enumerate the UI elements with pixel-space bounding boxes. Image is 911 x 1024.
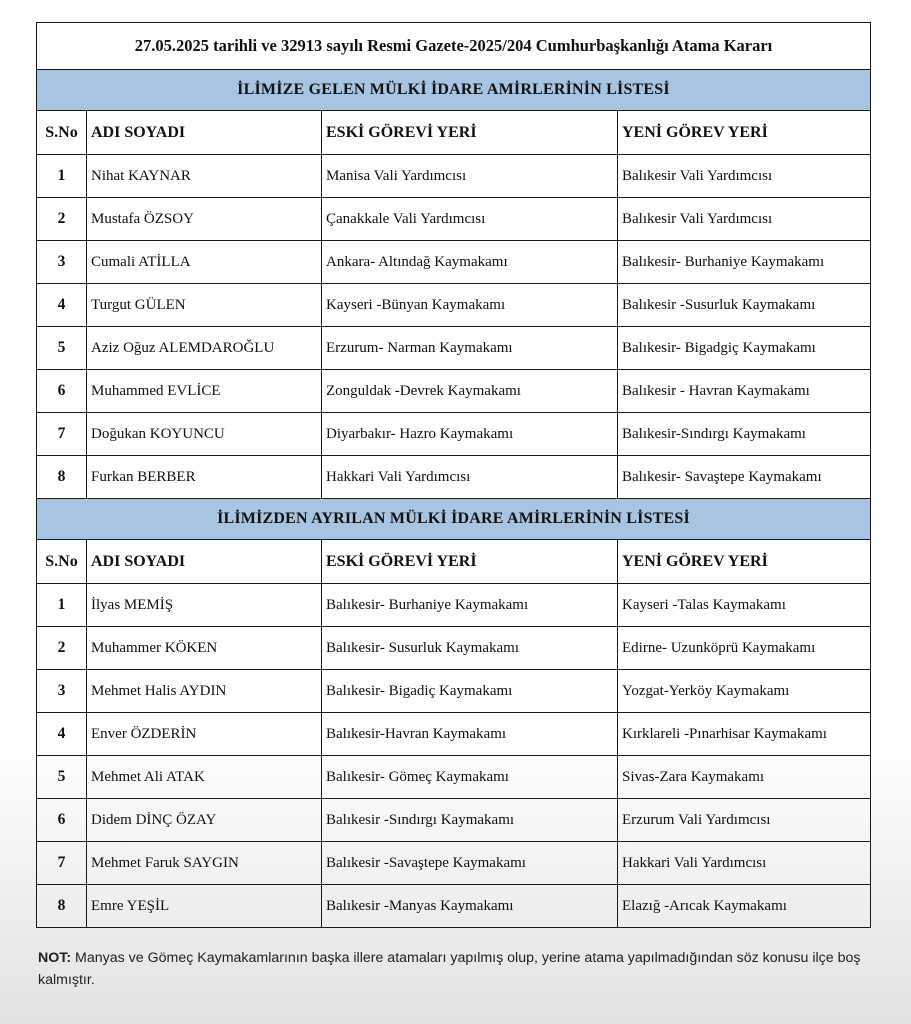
table-row [37,284,871,327]
table-row [37,627,871,670]
new-post: Balıkesir- Burhaniye Kaymakamı [618,241,871,284]
table-row [37,799,871,842]
person-name: Mehmet Ali ATAK [87,756,322,799]
person-name: Furkan BERBER [87,456,322,499]
table-row [37,413,871,456]
header-old-post: ESKİ GÖREVİ YERİ [322,540,618,584]
incoming-section-title: İLİMİZE GELEN MÜLKİ İDARE AMİRLERİNİN LİSTESİ [37,70,871,111]
outgoing-column-headers [37,540,871,584]
new-post: Balıkesir - Havran Kaymakamı [618,370,871,413]
old-post: Diyarbakır- Hazro Kaymakamı [322,413,618,456]
row-number: 1 [37,584,87,627]
old-post: Çanakkale Vali Yardımcısı [322,198,618,241]
row-number: 7 [37,413,87,456]
row-number: 2 [37,198,87,241]
outgoing-section-title: İLİMİZDEN AYRILAN MÜLKİ İDARE AMİRLERİNİN LİSTESİ [37,499,871,540]
person-name: Muhammer KÖKEN [87,627,322,670]
new-post: Balıkesir -Susurluk Kaymakamı [618,284,871,327]
row-number: 6 [37,370,87,413]
table-row [37,241,871,284]
header-sno: S.No [37,111,87,155]
old-post: Manisa Vali Yardımcısı [322,155,618,198]
incoming-column-headers [37,111,871,155]
table-row [37,885,871,928]
header-sno: S.No [37,540,87,584]
old-post: Hakkari Vali Yardımcısı [322,456,618,499]
appointment-table [36,22,871,928]
old-post: Zonguldak -Devrek Kaymakamı [322,370,618,413]
person-name: Doğukan KOYUNCU [87,413,322,456]
table-row [37,327,871,370]
table-row [37,670,871,713]
new-post: Kayseri -Talas Kaymakamı [618,584,871,627]
table-row [37,756,871,799]
outgoing-section-header [37,499,871,540]
row-number: 4 [37,713,87,756]
note-text: Manyas ve Gömeç Kaymakamlarının başka illere atamaları yapılmış olup, yerine atama yapılmadığından söz konusu ilçe boş kalmıştır. [38,950,861,988]
old-post: Balıkesir- Gömeç Kaymakamı [322,756,618,799]
table-row [37,713,871,756]
row-number: 5 [37,327,87,370]
document-title: 27.05.2025 tarihli ve 32913 sayılı Resmi Gazete-2025/204 Cumhurbaşkanlığı Atama Kararı [37,23,871,70]
person-name: Muhammed EVLİCE [87,370,322,413]
new-post: Yozgat-Yerköy Kaymakamı [618,670,871,713]
row-number: 4 [37,284,87,327]
incoming-section-header [37,70,871,111]
new-post: Balıkesir Vali Yardımcısı [618,198,871,241]
new-post: Balıkesir-Sındırgı Kaymakamı [618,413,871,456]
header-old-post: ESKİ GÖREVİ YERİ [322,111,618,155]
header-new-post: YENİ GÖREV YERİ [618,111,871,155]
header-name: ADI SOYADI [87,111,322,155]
new-post: Kırklareli -Pınarhisar Kaymakamı [618,713,871,756]
table-row [37,370,871,413]
table-row [37,456,871,499]
footnote [38,947,874,991]
title-row [37,23,871,70]
row-number: 2 [37,627,87,670]
person-name: Didem DİNÇ ÖZAY [87,799,322,842]
table-row [37,198,871,241]
person-name: Emre YEŞİL [87,885,322,928]
new-post: Erzurum Vali Yardımcısı [618,799,871,842]
person-name: Enver ÖZDERİN [87,713,322,756]
row-number: 1 [37,155,87,198]
person-name: Turgut GÜLEN [87,284,322,327]
table-row [37,155,871,198]
old-post: Balıkesir- Burhaniye Kaymakamı [322,584,618,627]
old-post: Balıkesir -Sındırgı Kaymakamı [322,799,618,842]
new-post: Sivas-Zara Kaymakamı [618,756,871,799]
person-name: Cumali ATİLLA [87,241,322,284]
person-name: Aziz Oğuz ALEMDAROĞLU [87,327,322,370]
new-post: Balıkesir- Bigadgiç Kaymakamı [618,327,871,370]
row-number: 6 [37,799,87,842]
old-post: Balıkesir- Susurluk Kaymakamı [322,627,618,670]
row-number: 8 [37,456,87,499]
person-name: Mustafa ÖZSOY [87,198,322,241]
row-number: 5 [37,756,87,799]
new-post: Edirne- Uzunköprü Kaymakamı [618,627,871,670]
new-post: Elazığ -Arıcak Kaymakamı [618,885,871,928]
old-post: Kayseri -Bünyan Kaymakamı [322,284,618,327]
header-new-post: YENİ GÖREV YERİ [618,540,871,584]
row-number: 8 [37,885,87,928]
person-name: Mehmet Faruk SAYGIN [87,842,322,885]
old-post: Balıkesir-Havran Kaymakamı [322,713,618,756]
row-number: 3 [37,241,87,284]
person-name: Nihat KAYNAR [87,155,322,198]
old-post: Ankara- Altındağ Kaymakamı [322,241,618,284]
old-post: Erzurum- Narman Kaymakamı [322,327,618,370]
new-post: Balıkesir Vali Yardımcısı [618,155,871,198]
person-name: Mehmet Halis AYDIN [87,670,322,713]
row-number: 7 [37,842,87,885]
old-post: Balıkesir -Savaştepe Kaymakamı [322,842,618,885]
old-post: Balıkesir -Manyas Kaymakamı [322,885,618,928]
new-post: Hakkari Vali Yardımcısı [618,842,871,885]
row-number: 3 [37,670,87,713]
old-post: Balıkesir- Bigadiç Kaymakamı [322,670,618,713]
header-name: ADI SOYADI [87,540,322,584]
table-row [37,842,871,885]
table-row [37,584,871,627]
new-post: Balıkesir- Savaştepe Kaymakamı [618,456,871,499]
person-name: İlyas MEMİŞ [87,584,322,627]
note-label: NOT: [38,950,72,966]
